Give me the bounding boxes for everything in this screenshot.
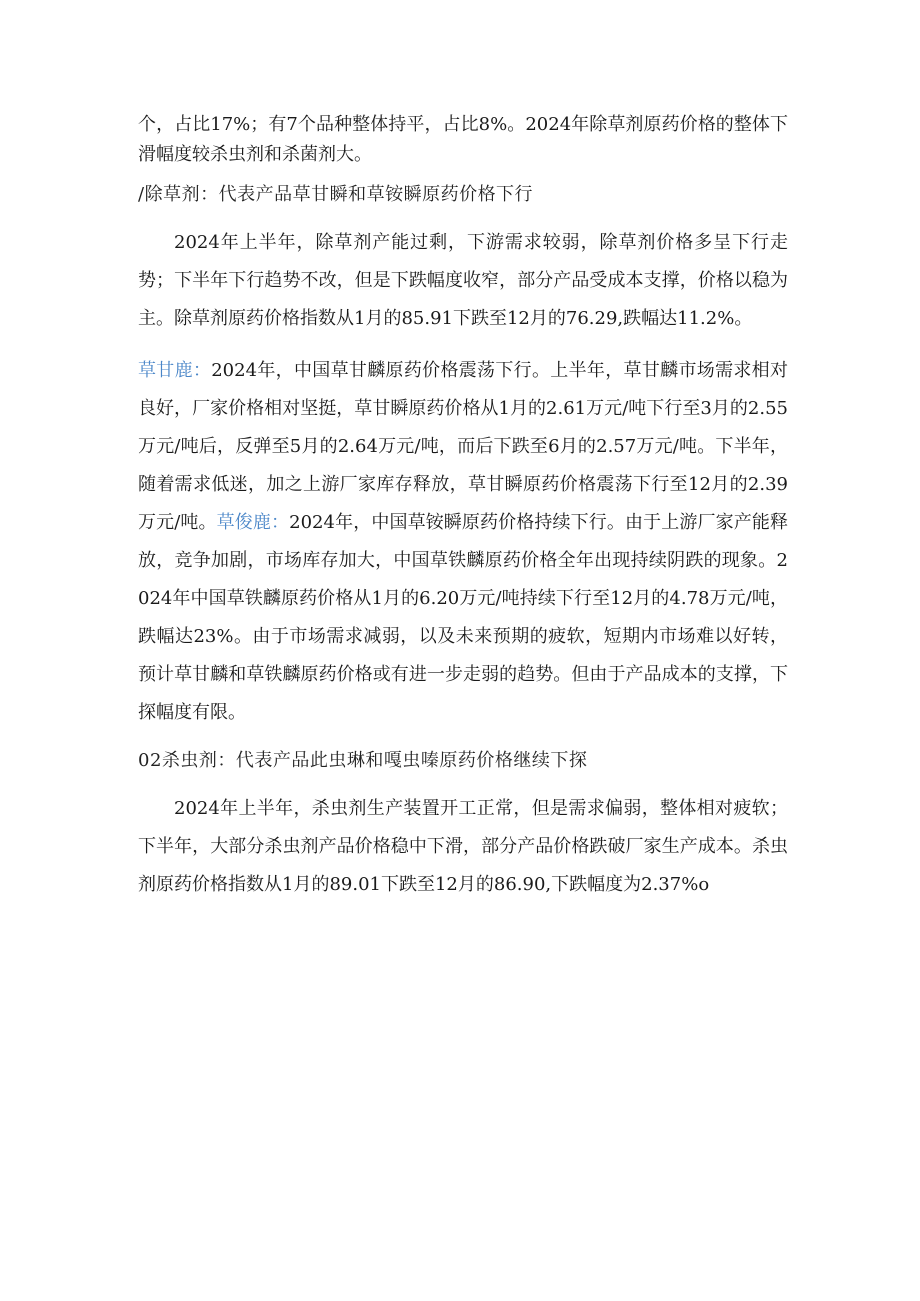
glyphosate-paragraph bbox=[138, 352, 788, 732]
intro-paragraph: 个，占比17%；有7个品种整体持平，占比8%。2024年除草剂原药价格的整体下滑幅度较杀虫剂和杀菌剂大。 bbox=[138, 114, 788, 165]
glyphosate-label: 草甘鹿： bbox=[138, 360, 212, 381]
glyphosate-text: 2024年，中国草甘麟原药价格震荡下行。上半年，草甘麟市场需求相对良好，厂家价格相对坚挺，草甘瞬原药价格从1月的2.61万元/吨下行至3月的2.55万元/吨后，反弹至5月的2.64万元/吨，而后下跌至6月的2.57万元/吨。下半年，随着需求低迷，加之上游厂家库存释放，草甘瞬原药价格震荡下行至12月的2.39万元/吨。 bbox=[138, 360, 788, 533]
glufosinate-label: 草俊鹿： bbox=[216, 512, 290, 533]
insecticide-paragraph: 2024年上半年，杀虫剂生产装置开工正常，但是需求偏弱，整体相对疲软；下半年，大部分杀虫剂产品价格稳中下滑，部分产品价格跌破厂家生产成本。杀虫剂原药价格指数从1月的89.01下跌至12月的86.90,下跌幅度为2.37%o bbox=[138, 798, 788, 895]
section-heading-herbicide: /除草剂：代表产品草甘瞬和草铵瞬原药价格下行 bbox=[138, 184, 534, 205]
glufosinate-text: 2024年，中国草铵瞬原药价格持续下行。由于上游厂家产能释放，竞争加剧，市场库存加大，中国草铁麟原药价格全年出现持续阴跌的现象。2024年中国草铁麟原药价格从1月的6.20万元/吨持续下行至12月的4.78万元/吨，跌幅达23%。由于市场需求减弱，以及未来预期的疲软，短期内市场难以好转，预计草甘麟和草铁麟原药价格或有进一步走弱的趋势。但由于产品成本的支撑，下探幅度有限。 bbox=[138, 512, 788, 723]
section-heading-insecticide: 02杀虫剂：代表产品此虫琳和嘎虫嗪原药价格继续下探 bbox=[138, 750, 588, 771]
herbicide-paragraph: 2024年上半年，除草剂产能过剩，下游需求较弱，除草剂价格多呈下行走势；下半年下行趋势不改，但是下跌幅度收窄，部分产品受成本支撑，价格以稳为主。除草剂原药价格指数从1月的85.91下跌至12月的76.29,跌幅达11.2%。 bbox=[138, 232, 788, 329]
document-body bbox=[138, 110, 788, 918]
